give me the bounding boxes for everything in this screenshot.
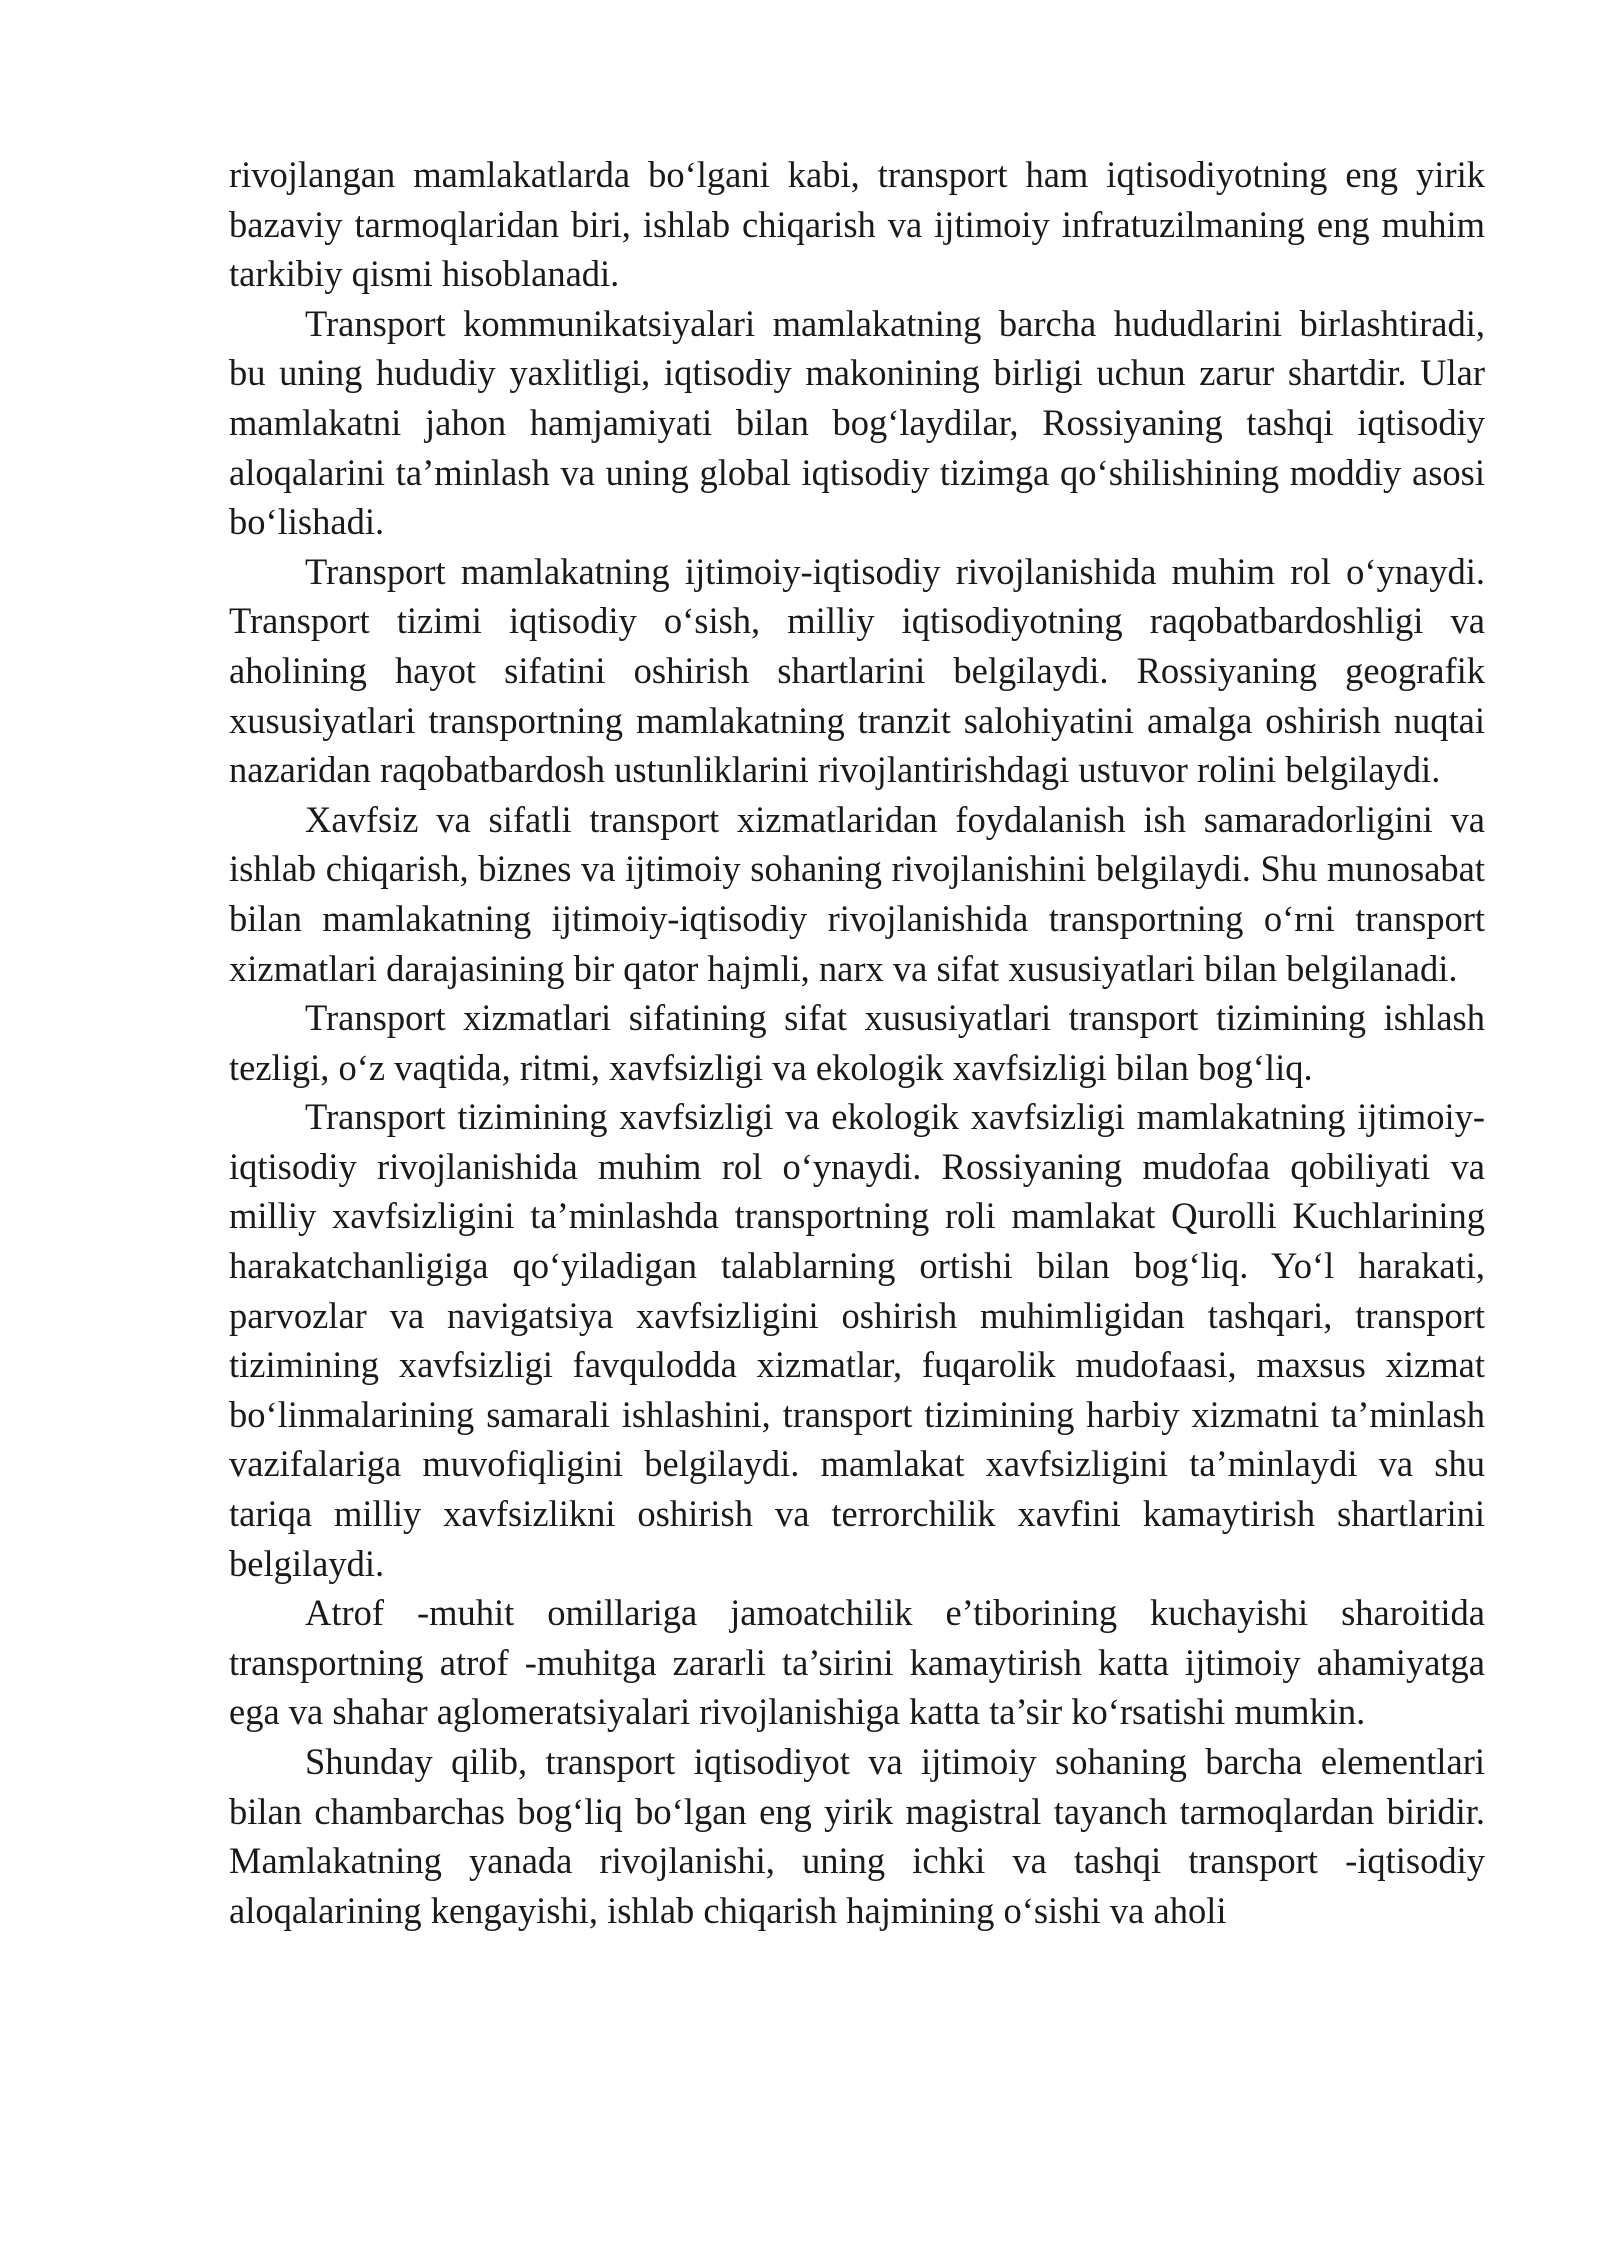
paragraph: Transport tizimining xavfsizligi va ekologik xavfsizligi mamlakatning ijtimoiy-iqtisodiy rivojlanishida muhim rol o‘ynaydi. Rossiyaning mudofaa qobiliyati va milliy xavfsizligini ta’minlashda transportning roli mamlakat Qurolli Kuchlarining harakatchanligiga qo‘yiladigan talablarning ortishi bilan bog‘liq. Yo‘l harakati, parvozlar va navigatsiya xavfsizligini oshirish muhimligidan tashqari, transport tizimining xavfsizligi favqulodda xizmatlar, fuqarolik mudofaasi, maxsus xizmat bo‘linmalarining samarali ishlashini, transport tizimining harbiy xizmatni ta’minlash vazifalariga muvofiqligini belgilaydi. mamlakat xavfsizligini ta’minlaydi va shu tariqa milliy xavfsizlikni oshirish va terrorchilik xavfini kamaytirish shartlarini belgilaydi. [229,1096,1485,1584]
paragraph: Transport xizmatlari sifatining sifat xususiyatlari transport tizimining ishlash tezligi, o‘z vaqtida, ritmi, xavfsizligi va ekologik xavfsizligi bilan bog‘liq. [229,997,1485,1088]
paragraph: Atrof -muhit omillariga jamoatchilik e’tiborining kuchayishi sharoitida transportning atrof -muhitga zararli ta’sirini kamaytirish katta ijtimoiy ahamiyatga ega va shahar aglomeratsiyalari rivojlanishiga katta ta’sir ko‘rsatishi mumkin. [229,1592,1485,1733]
paragraph: Transport kommunikatsiyalari mamlakatning barcha hududlarini birlashtiradi, bu uning hududiy yaxlitligi, iqtisodiy makonining birligi uchun zarur shartdir. Ular mamlakatni jahon hamjamiyati bilan bog‘laydilar, Rossiyaning tashqi iqtisodiy aloqalarini ta’minlash va uning global iqtisodiy tizimga qo‘shilishining moddiy asosi bo‘lishadi. [229,302,1485,543]
paragraph: Xavfsiz va sifatli transport xizmatlaridan foydalanish ish samaradorligini va ishlab chiqarish, biznes va ijtimoiy sohaning rivojlanishini belgilaydi. Shu munosabat bilan mamlakatning ijtimoiy-iqtisodiy rivojlanishida transportning o‘rni transport xizmatlari darajasining bir qator hajmli, narx va sifat xususiyatlari bilan belgilanadi. [229,798,1485,989]
paragraph: Shunday qilib, transport iqtisodiyot va ijtimoiy sohaning barcha elementlari bilan chambarchas bog‘liq bo‘lgan eng yirik magistral tayanch tarmoqlardan biridir. Mamlakatning yanada rivojlanishi, uning ichki va tashqi transport -iqtisodiy aloqalarining kengayishi, ishlab chiqarish hajmining o‘sishi va aholi [229,1741,1485,1931]
paragraph: Transport mamlakatning ijtimoiy-iqtisodiy rivojlanishida muhim rol o‘ynaydi. Transport tizimi iqtisodiy o‘sish, milliy iqtisodiyotning raqobatbardoshligi va aholining hayot sifatini oshirish shartlarini belgilaydi. Rossiyaning geografik xususiyatlari transportning mamlakatning tranzit salohiyatini amalga oshirish nuqtai nazaridan raqobatbardosh ustunliklarini rivojlantirishdagi ustuvor rolini belgilaydi. [229,550,1485,791]
body-text [229,150,1485,1935]
paragraph-continuation: rivojlangan mamlakatlarda bo‘lgani kabi, transport ham iqtisodiyotning eng yirik bazaviy tarmoqlaridan biri, ishlab chiqarish va ijtimoiy infratuzilmaning eng muhim tarkibiy qismi hisoblanadi. [229,154,1485,295]
